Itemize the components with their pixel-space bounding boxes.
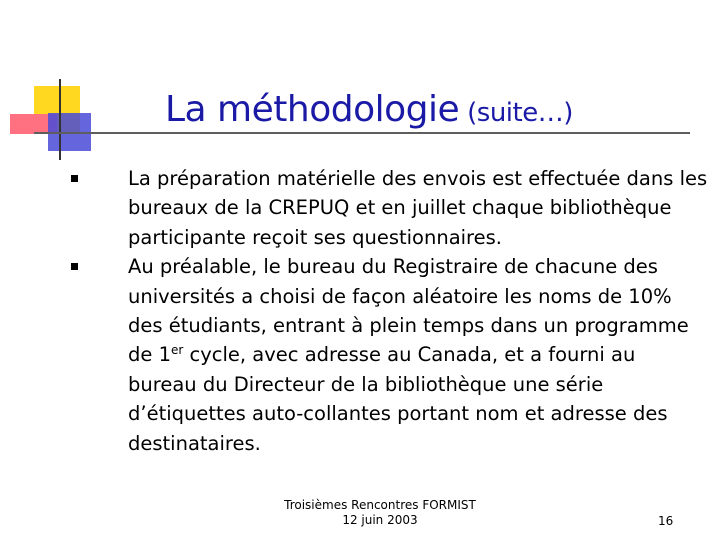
title-suffix: (suite…) [467, 98, 573, 128]
bullet-text-2 [128, 255, 689, 454]
footer-line-2: 12 juin 2003 [342, 513, 418, 527]
square-bullet-icon [71, 175, 78, 182]
bullet-item-2 [128, 252, 708, 458]
slide-footer [240, 498, 520, 528]
bullet-text-1: La préparation matérielle des envois est effectuée dans les bureaux de la CREPUQ et en juillet chaque bibliothèque participante reçoit ses questionnaires. [128, 167, 708, 249]
bullet-text-2-part-1: Au préalable, le bureau du Registraire de chacune des universités a choisi de façon aléatoire les noms de 10% des étudiants, entrant à plein temps dans un programme de 1 [128, 255, 689, 367]
bullet-list [128, 164, 708, 458]
title-main: La méthodologie [165, 89, 460, 130]
bullet-text-2-part-2: cycle, avec adresse au Canada, et a fourni au bureau du Directeur de la bibliothèque une série d’étiquettes auto-collantes portant nom et adresse des destinataires. [128, 343, 668, 455]
slide-title [165, 88, 573, 135]
square-bullet-icon [71, 263, 78, 270]
footer-line-1: Troisièmes Rencontres FORMIST [284, 498, 476, 512]
bullet-text-2-superscript: er [170, 343, 184, 358]
bullet-item-1 [128, 164, 708, 252]
page-number: 16 [658, 514, 674, 528]
